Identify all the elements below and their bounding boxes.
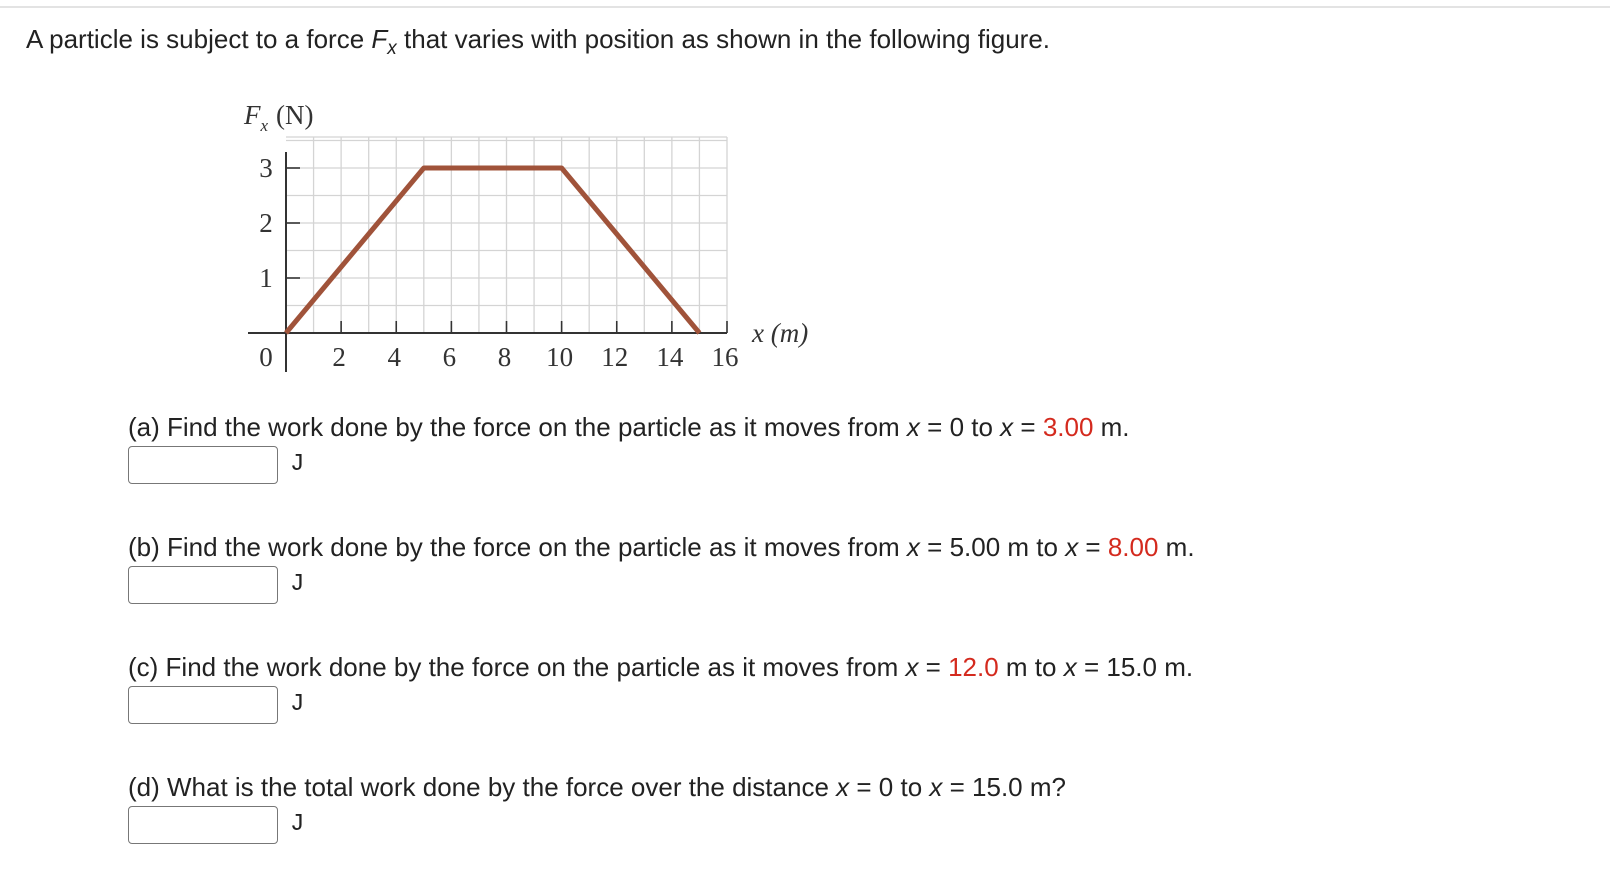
unit-label-a: J (290, 451, 305, 478)
y-tick-label: 3 (259, 153, 273, 183)
question-a: (a) Find the work done by the force on the particle as it moves from x = 0 to x = 3.00 m. (128, 412, 1130, 442)
x-tick-label: 0 (259, 342, 273, 372)
question-c: (c) Find the work done by the force on the particle as it moves from x = 12.0 m to x = 15.0 m. (128, 652, 1194, 682)
unit-label-d: J (290, 811, 305, 838)
question-b: (b) Find the work done by the force on the particle as it moves from x = 5.00 m to x = 8.00 m. (128, 532, 1195, 562)
x-tick-label: 10 (546, 342, 574, 372)
highlighted-value: 8.00 (1107, 532, 1159, 562)
unit-label-c: J (290, 691, 305, 718)
y-axis-label (243, 100, 314, 135)
x-tick-label: 12 (601, 342, 629, 372)
answer-input-d[interactable] (128, 806, 278, 844)
problem-intro: A particle is subject to a force $F_x$ that varies with position as shown in the following figure. (26, 24, 1051, 59)
answer-input-b[interactable] (128, 566, 278, 604)
x-tick-label: 8 (497, 342, 512, 372)
x-tick-label: 6 (442, 342, 457, 372)
x-tick-label: 14 (656, 342, 684, 372)
question-d: (d) What is the total work done by the force over the distance x = 0 to x = 15.0 m? (128, 772, 1066, 802)
highlighted-value: 3.00 (1042, 412, 1094, 442)
highlighted-value: 12.0 (948, 652, 999, 682)
answer-input-c[interactable] (128, 686, 278, 724)
y-axis-symbol: F (244, 100, 261, 130)
answer-input-a[interactable] (128, 446, 278, 484)
x-tick-label: 2 (332, 342, 346, 372)
unit-label-b: J (290, 571, 305, 598)
x-axis-label: x (m) (752, 318, 809, 348)
force-symbol: F (371, 24, 388, 54)
y-tick-label: 1 (259, 263, 273, 293)
x-tick-label: 16 (711, 342, 739, 372)
y-axis-unit: (N) (276, 100, 314, 130)
x-tick-label: 4 (387, 342, 401, 372)
y-tick-label: 2 (259, 208, 273, 238)
y-axis-subscript: x (260, 116, 269, 135)
graph-axes (248, 152, 727, 372)
force-subscript: x (387, 38, 397, 59)
